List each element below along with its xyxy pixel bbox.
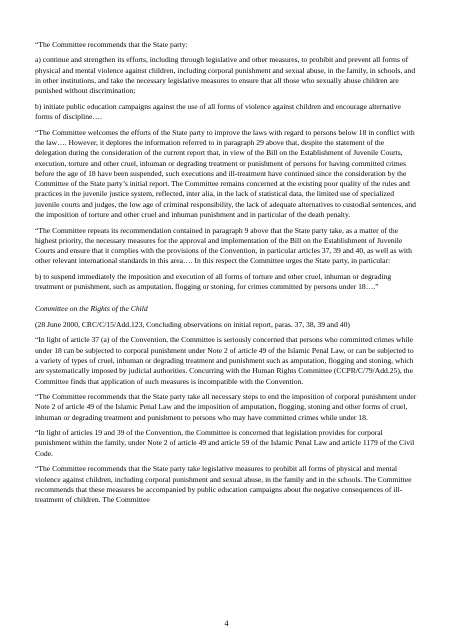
paragraph: “The Committee recommends that the State party take all necessary steps to end the imposition of corporal punishment under Note 2 of article 49 of the Islamic Penal Law and the imposition of amputation, flogging, stoning and other forms of cruel, inhuman or degrading treatment and punishment to persons who may have committed crimes while under 18. — [35, 392, 417, 422]
paragraph: “In light of article 37 (a) of the Convention, the Committee is seriously concerned that persons who committed crimes while under 18 can be subjected to corporal punishment under Note 2 of article 49 of the Islamic Penal Law, or can be subjected to a variety of types of cruel, inhuman or degrading treatment and punishment such as amputation, flogging and stoning, which are systematically imposed by judicial authorities. Concurring with the Human Rights Committee (CCPR/C/79/Add.25), the Committee finds that application of such measures is incompatible with the Convention. — [35, 335, 414, 386]
paragraph: “The Committee welcomes the efforts of the State party to improve the laws with regard to persons below 18 in conflict with the law…. However, it deplores the information referred to in paragraph 29 above that, despite the statement of the delegation during the consideration of the current report that, in view of the Bill on the Establishment of Juvenile Courts, execution, torture and other cruel, inhuman or degrading treatment or punishment of persons for having committed crimes before the age of 18 have been suspended, such executions and ill-treatment have continued since the consideration by the Committee of the State party’s initial report. The Committee remains concerned at the existing poor quality of the rules and practices in the juvenile justice system, reflected, inter alia, in the lack of statistical data, the limited use of specialized juvenile courts and judges, the low age of criminal responsibility, the lack of adequate alternatives to custodial sentences, and the imposition of torture and other cruel and inhuman punishment and in particular of the death penalty. — [35, 127, 416, 220]
paragraph: b) initiate public education campaigns against the use of all forms of violence against children and encourage alternative forms of discipline…. — [35, 101, 401, 122]
paragraph: “The Committee repeats its recommendation contained in paragraph 9 above that the State party take, as a matter of the highest priority, the necessary measures for the approval and implementation of the Bill on the Establishment of Juvenile Courts and ensure that it complies with the provisions of the Convention, in particular articles 37, 39 and 40, as well as with other relevant international standards in this area…. In this respect the Committee urges the State party, in particular: — [35, 225, 412, 266]
paragraph: b) to suspend immediately the imposition and execution of all forms of torture and other cruel, inhuman or degrading treatment or punishment, such as amputation, flogging or stoning, for crimes committed by persons under 18….” — [35, 271, 392, 292]
paragraph: “The Committee recommends that the State party: — [35, 40, 188, 49]
section-heading: Committee on the Rights of the Child — [35, 304, 148, 314]
page-number: 4 — [224, 619, 229, 628]
paragraph: “In light of articles 19 and 39 of the Convention, the Committee is concerned that legislation provides for corporal punishment within the family, under Note 2 of article 49 and article 59 of the Islamic Penal Law and article 1179 of the Civil Code. — [35, 428, 415, 458]
paragraph: a) continue and strengthen its efforts, including through legislative and other measures, to prohibit and prevent all forms of physical and mental violence against children, including corporal punishment and sexual abuse, in the family, in schools, and in other institutions, and take the necessary legislative measures to ensure that all those who sexually abuse children are punished without discrimination; — [35, 55, 416, 96]
citation-paragraph: (28 June 2000, CRC/C/15/Add.123, Concluding observations on initial report, paras. 37, 38, 39 and 40) — [35, 319, 350, 329]
paragraph: “The Committee recommends that the State party take legislative measures to prohibit all forms of physical and mental violence against children, including corporal punishment and sexual abuse, in the family and in the schools. The Committee recommends that these measures be accompanied by public education campaigns about the negative consequences of ill-treatment of children. The Committee — [35, 464, 412, 505]
